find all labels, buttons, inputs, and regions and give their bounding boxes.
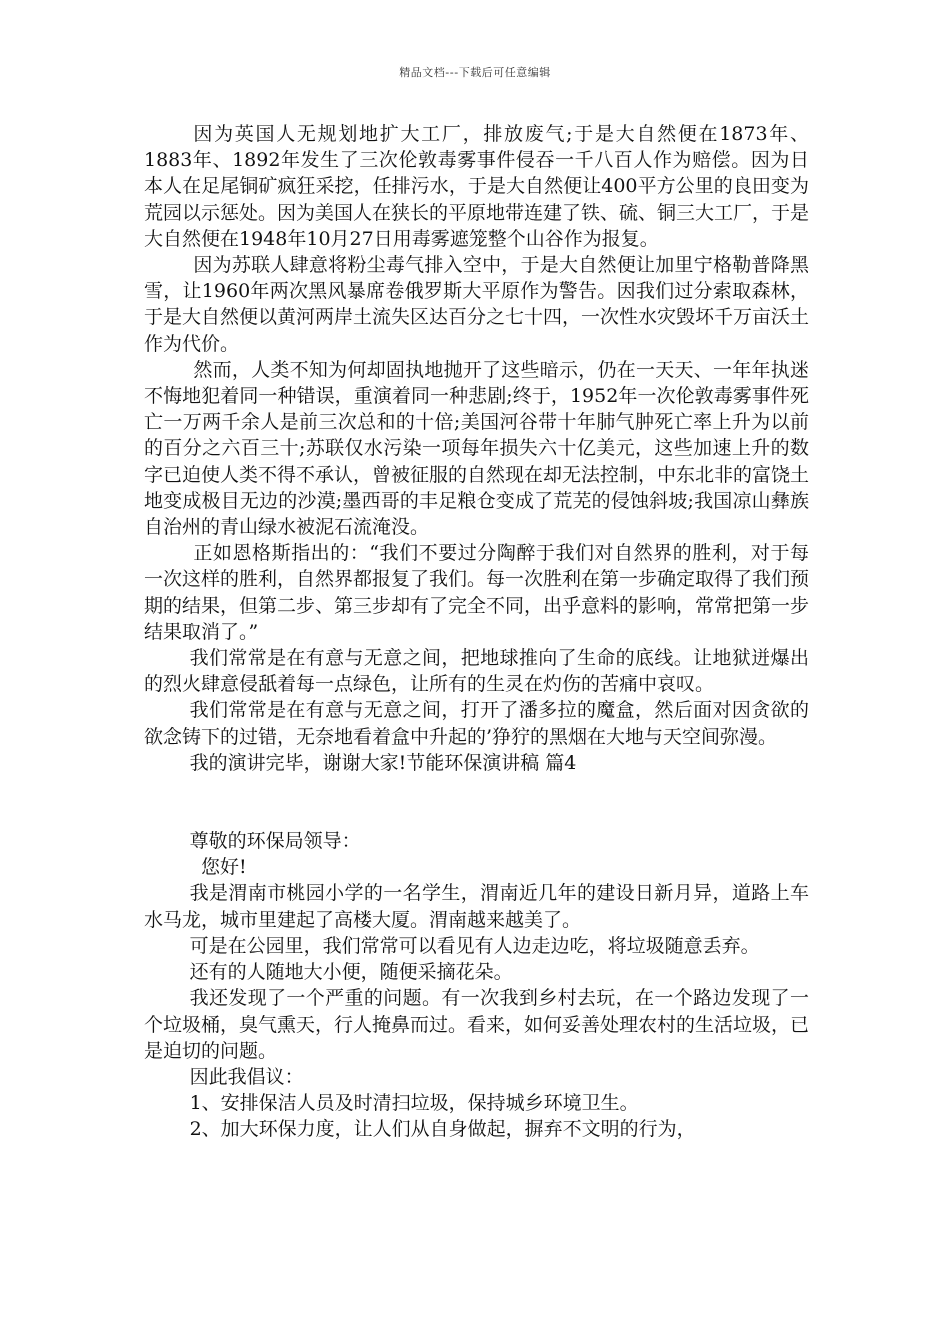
- salutation: 尊敬的环保局领导：: [189, 830, 361, 853]
- paragraph-park-litter: 可是在公园里，我们常常可以看见有人边走边吃，将垃圾随意丢弃。: [189, 934, 760, 957]
- greeting: 您好!: [201, 856, 247, 879]
- proposal-item-1: 1、安排保洁人员及时清扫垃圾，保持城乡环境卫生。: [189, 1092, 639, 1115]
- document-body: [144, 121, 809, 1143]
- paragraph-rural-garbage: 我还发现了一个严重的问题。有一次我到乡村去玩，在一个路边发现了一个垃圾桶，臭气熏天，行人掩鼻而过。看来，如何妥善处理农村的生活垃圾，已是迫切的问题。: [144, 987, 810, 1062]
- page-header: 精品文档---下载后可任意编辑: [399, 66, 551, 79]
- proposal-item-2: 2、加大环保力度，让人们从自身做起，摒弃不文明的行为，: [189, 1118, 696, 1141]
- paragraph-student-intro: 我是渭南市桃园小学的一名学生，渭南近几年的建设日新月异，道路上车水马龙，城市里建起了高楼大厦。渭南越来越美了。: [144, 882, 809, 931]
- paragraph-humans-ignore: 然而，人类不知为何却固执地抛开了这些暗示，仍在一天天、一年年执迷不悔地犯着同一种错误，重演着同一种悲剧;终于，1952年一次伦敦毒雾事件死亡一万两千余人是前三次总和的十倍;美国河谷带十年肺气肿死亡率上升为以前的百分之六百三十;苏联仅水污染一项每年损失六十亿美元，这些加速上升的数字已迫使人类不得不承认，曾被征服的自然现在却无法控制，中东北非的富饶土地变成极目无边的沙漠;墨西哥的丰足粮仓变成了荒芜的侵蚀斜坡;我国凉山彝族自治州的青山绿水被泥石流淹没。: [144, 358, 810, 539]
- paragraph-speech-end: 我的演讲完毕，谢谢大家!节能环保演讲稿 篇4: [189, 751, 577, 774]
- paragraph-soviet-dust: 因为苏联人肆意将粉尘毒气排入空中，于是大自然便让加里宁格勒普降黑雪，让1960年两次黑风暴席卷俄罗斯大平原作为警告。因我们过分索取森林，于是大自然便以黄河两岸土流失区达百分之七十四，一次性水灾毁坏千万亩沃土作为代价。: [144, 254, 810, 355]
- paragraph-england-pollution: 因为英国人无规划地扩大工厂，排放废气;于是大自然便在1873年、1883年、1892年发生了三次伦敦毒雾事件侵吞一千八百人作为赔偿。因为日本人在足尾铜矿疯狂采挖，任排污水，于是大自然便让400平方公里的良田变为荒园以示惩处。因为美国人在狭长的平原地带连建了铁、硫、铜三大工厂，于是大自然便在1948年10月27日用毒雾遮笼整个山谷作为报复。: [144, 123, 810, 250]
- paragraph-life-baseline: 我们常常是在有意与无意之间，把地球推向了生命的底线。让地狱迸爆出的烈火肆意侵舐着每一点绿色，让所有的生灵在灼伤的苦痛中哀叹。: [144, 647, 809, 696]
- paragraph-engels-quote: 正如恩格斯指出的：“我们不要过分陶醉于我们对自然界的胜利，对于每一次这样的胜利，自然界都报复了我们。每一次胜利在第一步确定取得了我们预期的结果，但第二步、第三步却有了完全不同，出乎意料的影响，常常把第一步结果取消了。”: [144, 542, 810, 643]
- paragraph-pandora-box: 我们常常是在有意与无意之间，打开了潘多拉的魔盒，然后面对因贪欲的欲念铸下的过错，无奈地看着盒中升起的’狰狞的黑烟在大地与天空间弥漫。: [144, 699, 809, 748]
- paragraph-proposal-intro: 因此我倡议：: [189, 1065, 304, 1088]
- paragraph-flowers: 还有的人随地大小便，随便采摘花朵。: [189, 961, 513, 984]
